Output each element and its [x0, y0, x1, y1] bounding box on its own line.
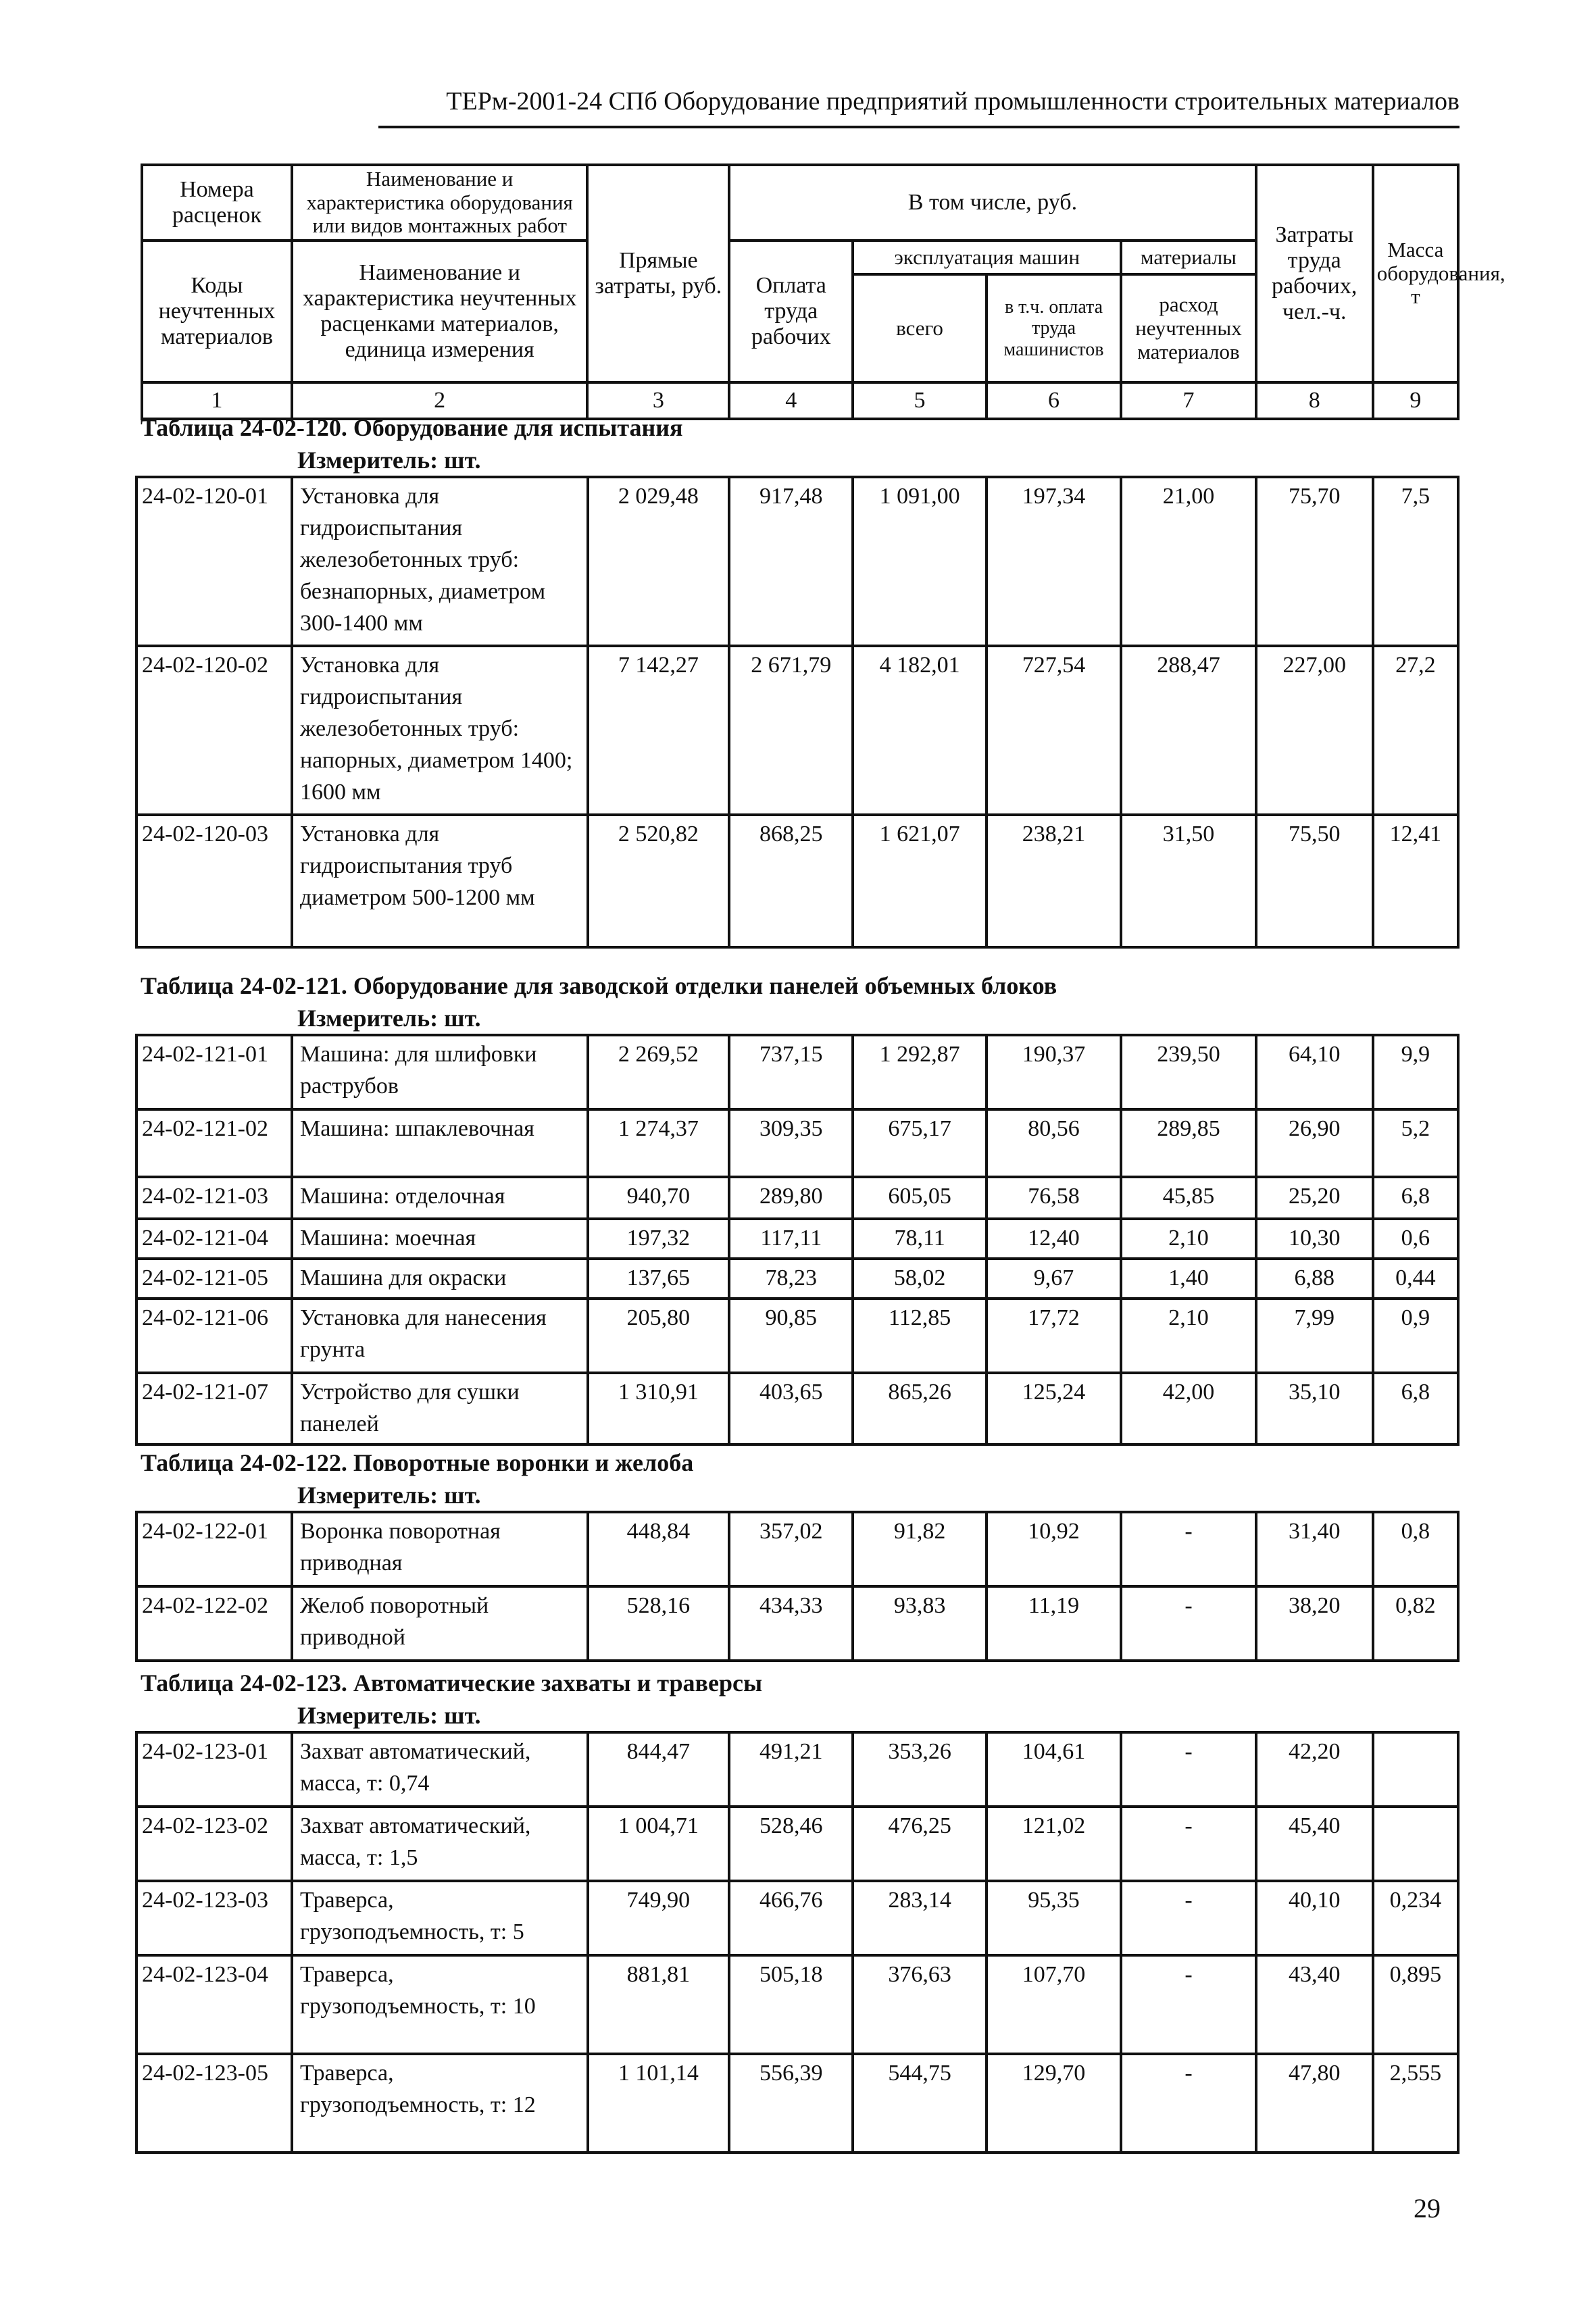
- material-cost: -: [1121, 1512, 1255, 1586]
- col-num: 3: [587, 382, 729, 419]
- rate-code: 24-02-120-02: [136, 646, 292, 815]
- col-mat-consumption-header: расход неучтенных материалов: [1121, 274, 1255, 382]
- rate-code: 24-02-121-07: [136, 1373, 292, 1444]
- direct-cost: 137,65: [588, 1259, 730, 1299]
- machine-labor-cost: 11,19: [987, 1586, 1121, 1661]
- rate-code: 24-02-120-03: [136, 815, 292, 947]
- table-unit: Измеритель: шт.: [297, 447, 481, 474]
- machine-labor-cost: 129,70: [987, 2054, 1121, 2153]
- direct-cost: 940,70: [588, 1177, 730, 1219]
- col-machines-header: эксплуатация машин: [853, 241, 1121, 274]
- table-row: [136, 1586, 1458, 1661]
- rate-code: 24-02-121-04: [136, 1219, 292, 1259]
- machine-cost: 1 621,07: [853, 815, 986, 947]
- direct-cost: 2 269,52: [588, 1035, 730, 1109]
- machine-cost: 283,14: [853, 1881, 986, 1955]
- running-header: ТЕРм-2001-24 СПб Оборудование предприятий промышленности строительных материалов: [446, 87, 1460, 116]
- machine-labor-cost: 95,35: [987, 1881, 1121, 1955]
- labor-cost: 556,39: [729, 2054, 853, 2153]
- labor-cost: 505,18: [729, 1955, 853, 2054]
- labor-hours: 64,10: [1256, 1035, 1373, 1109]
- rate-code: 24-02-121-01: [136, 1035, 292, 1109]
- col-mach-total-header: всего: [853, 274, 986, 382]
- labor-cost: 309,35: [729, 1109, 853, 1177]
- material-cost: -: [1121, 1955, 1255, 2054]
- material-cost: 239,50: [1121, 1035, 1255, 1109]
- item-name: Желоб поворотный приводной: [292, 1586, 588, 1661]
- material-cost: 31,50: [1121, 815, 1255, 947]
- col-num: 7: [1121, 382, 1255, 419]
- item-name: Траверса, грузоподъемность, т: 10: [292, 1955, 588, 2054]
- col-material-name-header: Наименование и характеристика неучтенных расценками материалов, единица измерения: [292, 241, 588, 382]
- table-unit: Измеритель: шт.: [297, 1005, 481, 1032]
- data-table: [135, 1034, 1460, 1446]
- rate-code: 24-02-123-01: [136, 1732, 292, 1807]
- equipment-mass: [1373, 1807, 1458, 1881]
- equipment-mass: 7,5: [1373, 477, 1458, 646]
- rate-code: 24-02-123-02: [136, 1807, 292, 1881]
- labor-hours: 35,10: [1256, 1373, 1373, 1444]
- table-row: [136, 477, 1458, 646]
- col-name-header: Наименование и характеристика оборудования или видов монтажных работ: [292, 165, 588, 241]
- machine-labor-cost: 197,34: [987, 477, 1121, 646]
- direct-cost: 881,81: [588, 1955, 730, 2054]
- rate-code: 24-02-122-02: [136, 1586, 292, 1661]
- equipment-mass: 9,9: [1373, 1035, 1458, 1109]
- rate-code: 24-02-123-04: [136, 1955, 292, 2054]
- labor-hours: 25,20: [1256, 1177, 1373, 1219]
- labor-hours: 40,10: [1256, 1881, 1373, 1955]
- header-rule: [378, 126, 1460, 128]
- material-cost: 42,00: [1121, 1373, 1255, 1444]
- direct-cost: 7 142,27: [588, 646, 730, 815]
- equipment-mass: 2,555: [1373, 2054, 1458, 2153]
- direct-cost: 1 101,14: [588, 2054, 730, 2153]
- labor-hours: 6,88: [1256, 1259, 1373, 1299]
- rate-code: 24-02-121-03: [136, 1177, 292, 1219]
- machine-labor-cost: 125,24: [987, 1373, 1121, 1444]
- item-name: Захват автоматический, масса, т: 1,5: [292, 1807, 588, 1881]
- equipment-mass: 0,895: [1373, 1955, 1458, 2054]
- table-title: Таблица 24-02-121. Оборудование для заводской отделки панелей объемных блоков: [141, 972, 1057, 999]
- col-number-header: Номера расценок: [142, 165, 292, 241]
- table-row: [136, 1259, 1458, 1299]
- table-row: [136, 1219, 1458, 1259]
- rate-code: 24-02-121-05: [136, 1259, 292, 1299]
- rate-code: 24-02-123-03: [136, 1881, 292, 1955]
- direct-cost: 197,32: [588, 1219, 730, 1259]
- machine-cost: 1 091,00: [853, 477, 986, 646]
- equipment-mass: 0,82: [1373, 1586, 1458, 1661]
- col-num: 9: [1373, 382, 1458, 419]
- table-row: [136, 1881, 1458, 1955]
- machine-labor-cost: 727,54: [987, 646, 1121, 815]
- item-name: Установка для нанесения грунта: [292, 1299, 588, 1373]
- rate-code: 24-02-122-01: [136, 1512, 292, 1586]
- item-name: Машина: моечная: [292, 1219, 588, 1259]
- labor-cost: 357,02: [729, 1512, 853, 1586]
- machine-labor-cost: 12,40: [987, 1219, 1121, 1259]
- table-row: [136, 1955, 1458, 2054]
- rate-code: 24-02-121-02: [136, 1109, 292, 1177]
- machine-cost: 112,85: [853, 1299, 986, 1373]
- col-materials-header: материалы: [1121, 241, 1255, 274]
- machine-labor-cost: 107,70: [987, 1955, 1121, 2054]
- material-cost: -: [1121, 1807, 1255, 1881]
- labor-cost: 466,76: [729, 1881, 853, 1955]
- equipment-mass: 0,6: [1373, 1219, 1458, 1259]
- direct-cost: 844,47: [588, 1732, 730, 1807]
- table-row: [136, 2054, 1458, 2153]
- col-group-header: В том числе, руб.: [729, 165, 1256, 241]
- equipment-mass: 6,8: [1373, 1373, 1458, 1444]
- direct-cost: 749,90: [588, 1881, 730, 1955]
- labor-cost: 90,85: [729, 1299, 853, 1373]
- direct-cost: 205,80: [588, 1299, 730, 1373]
- col-num: 1: [142, 382, 292, 419]
- direct-cost: 1 274,37: [588, 1109, 730, 1177]
- material-cost: 288,47: [1121, 646, 1255, 815]
- table-row: [136, 1373, 1458, 1444]
- col-num: 8: [1256, 382, 1373, 419]
- col-labor-header: Оплата труда рабочих: [729, 241, 853, 382]
- machine-labor-cost: 80,56: [987, 1109, 1121, 1177]
- table-row: [136, 815, 1458, 947]
- item-name: Траверса, грузоподъемность, т: 12: [292, 2054, 588, 2153]
- item-name: Машина: шпаклевочная: [292, 1109, 588, 1177]
- table-title: Таблица 24-02-122. Поворотные воронки и желоба: [141, 1449, 694, 1476]
- material-cost: -: [1121, 1881, 1255, 1955]
- machine-labor-cost: 17,72: [987, 1299, 1121, 1373]
- equipment-mass: [1373, 1732, 1458, 1807]
- machine-cost: 4 182,01: [853, 646, 986, 815]
- machine-cost: 476,25: [853, 1807, 986, 1881]
- labor-cost: 528,46: [729, 1807, 853, 1881]
- labor-hours: 43,40: [1256, 1955, 1373, 2054]
- labor-hours: 227,00: [1256, 646, 1373, 815]
- column-header-table: [141, 164, 1505, 420]
- material-cost: 21,00: [1121, 477, 1255, 646]
- col-num: 6: [987, 382, 1121, 419]
- col-num: 2: [292, 382, 588, 419]
- direct-cost: 2 520,82: [588, 815, 730, 947]
- table-row: [136, 1732, 1458, 1807]
- col-num: 4: [729, 382, 853, 419]
- machine-labor-cost: 121,02: [987, 1807, 1121, 1881]
- rate-code: 24-02-120-01: [136, 477, 292, 646]
- table-row: [136, 1035, 1458, 1109]
- equipment-mass: 6,8: [1373, 1177, 1458, 1219]
- material-cost: 45,85: [1121, 1177, 1255, 1219]
- table-row: [136, 1807, 1458, 1881]
- table-unit: Измеритель: шт.: [297, 1702, 481, 1729]
- machine-labor-cost: 238,21: [987, 815, 1121, 947]
- equipment-mass: 0,44: [1373, 1259, 1458, 1299]
- table-title: Таблица 24-02-120. Оборудование для испытания: [141, 414, 683, 441]
- rate-code: 24-02-123-05: [136, 2054, 292, 2153]
- table-row: [136, 1109, 1458, 1177]
- col-num: 5: [853, 382, 986, 419]
- machine-cost: 376,63: [853, 1955, 986, 2054]
- item-name: Установка для гидроиспытания железобетонных труб: безнапорных, диаметром 300-1400 мм: [292, 477, 588, 646]
- rate-code: 24-02-121-06: [136, 1299, 292, 1373]
- direct-cost: 1 310,91: [588, 1373, 730, 1444]
- labor-hours: 38,20: [1256, 1586, 1373, 1661]
- data-table: [135, 1731, 1460, 2154]
- table-title: Таблица 24-02-123. Автоматические захваты и траверсы: [141, 1669, 763, 1696]
- item-name: Установка для гидроиспытания железобетонных труб: напорных, диаметром 1400; 1600 мм: [292, 646, 588, 815]
- data-table: [135, 1511, 1460, 1662]
- machine-cost: 544,75: [853, 2054, 986, 2153]
- machine-labor-cost: 9,67: [987, 1259, 1121, 1299]
- equipment-mass: 12,41: [1373, 815, 1458, 947]
- col-mass-header: Масса оборудования, т: [1373, 165, 1458, 382]
- col-mach-labor-header: в т.ч. оплата труда машинистов: [987, 274, 1121, 382]
- labor-hours: 42,20: [1256, 1732, 1373, 1807]
- table-row: [136, 1177, 1458, 1219]
- col-code-header: Коды неучтенных материалов: [142, 241, 292, 382]
- page-number: 29: [1414, 2193, 1441, 2223]
- labor-cost: 491,21: [729, 1732, 853, 1807]
- col-direct-header: Прямые затраты, руб.: [587, 165, 729, 382]
- direct-cost: 2 029,48: [588, 477, 730, 646]
- labor-hours: 75,70: [1256, 477, 1373, 646]
- material-cost: -: [1121, 1586, 1255, 1661]
- machine-cost: 58,02: [853, 1259, 986, 1299]
- item-name: Воронка поворотная приводная: [292, 1512, 588, 1586]
- labor-cost: 403,65: [729, 1373, 853, 1444]
- labor-cost: 737,15: [729, 1035, 853, 1109]
- labor-hours: 7,99: [1256, 1299, 1373, 1373]
- machine-cost: 93,83: [853, 1586, 986, 1661]
- labor-hours: 47,80: [1256, 2054, 1373, 2153]
- labor-cost: 78,23: [729, 1259, 853, 1299]
- machine-labor-cost: 76,58: [987, 1177, 1121, 1219]
- table-row: [136, 1512, 1458, 1586]
- equipment-mass: 5,2: [1373, 1109, 1458, 1177]
- machine-cost: 675,17: [853, 1109, 986, 1177]
- labor-cost: 917,48: [729, 477, 853, 646]
- machine-cost: 91,82: [853, 1512, 986, 1586]
- direct-cost: 1 004,71: [588, 1807, 730, 1881]
- table-row: [136, 646, 1458, 815]
- labor-cost: 868,25: [729, 815, 853, 947]
- table-unit: Измеритель: шт.: [297, 1482, 481, 1509]
- machine-cost: 605,05: [853, 1177, 986, 1219]
- labor-cost: 117,11: [729, 1219, 853, 1259]
- labor-cost: 434,33: [729, 1586, 853, 1661]
- item-name: Установка для гидроиспытания труб диаметром 500-1200 мм: [292, 815, 588, 947]
- material-cost: -: [1121, 2054, 1255, 2153]
- machine-cost: 865,26: [853, 1373, 986, 1444]
- item-name: Захват автоматический, масса, т: 0,74: [292, 1732, 588, 1807]
- item-name: Устройство для сушки панелей: [292, 1373, 588, 1444]
- material-cost: 2,10: [1121, 1299, 1255, 1373]
- item-name: Машина: отделочная: [292, 1177, 588, 1219]
- labor-hours: 26,90: [1256, 1109, 1373, 1177]
- machine-labor-cost: 10,92: [987, 1512, 1121, 1586]
- equipment-mass: 0,8: [1373, 1512, 1458, 1586]
- machine-cost: 1 292,87: [853, 1035, 986, 1109]
- equipment-mass: 0,9: [1373, 1299, 1458, 1373]
- col-hours-header: Затраты труда рабочих, чел.-ч.: [1256, 165, 1373, 382]
- machine-cost: 78,11: [853, 1219, 986, 1259]
- data-table: [135, 476, 1460, 949]
- labor-cost: 2 671,79: [729, 646, 853, 815]
- material-cost: 2,10: [1121, 1219, 1255, 1259]
- material-cost: 1,40: [1121, 1259, 1255, 1299]
- machine-labor-cost: 190,37: [987, 1035, 1121, 1109]
- direct-cost: 448,84: [588, 1512, 730, 1586]
- labor-hours: 75,50: [1256, 815, 1373, 947]
- labor-cost: 289,80: [729, 1177, 853, 1219]
- labor-hours: 31,40: [1256, 1512, 1373, 1586]
- material-cost: 289,85: [1121, 1109, 1255, 1177]
- table-row: [136, 1299, 1458, 1373]
- labor-hours: 10,30: [1256, 1219, 1373, 1259]
- machine-labor-cost: 104,61: [987, 1732, 1121, 1807]
- item-name: Машина: для шлифовки раструбов: [292, 1035, 588, 1109]
- item-name: Траверса, грузоподъемность, т: 5: [292, 1881, 588, 1955]
- item-name: Машина для окраски: [292, 1259, 588, 1299]
- machine-cost: 353,26: [853, 1732, 986, 1807]
- equipment-mass: 27,2: [1373, 646, 1458, 815]
- labor-hours: 45,40: [1256, 1807, 1373, 1881]
- equipment-mass: 0,234: [1373, 1881, 1458, 1955]
- direct-cost: 528,16: [588, 1586, 730, 1661]
- material-cost: -: [1121, 1732, 1255, 1807]
